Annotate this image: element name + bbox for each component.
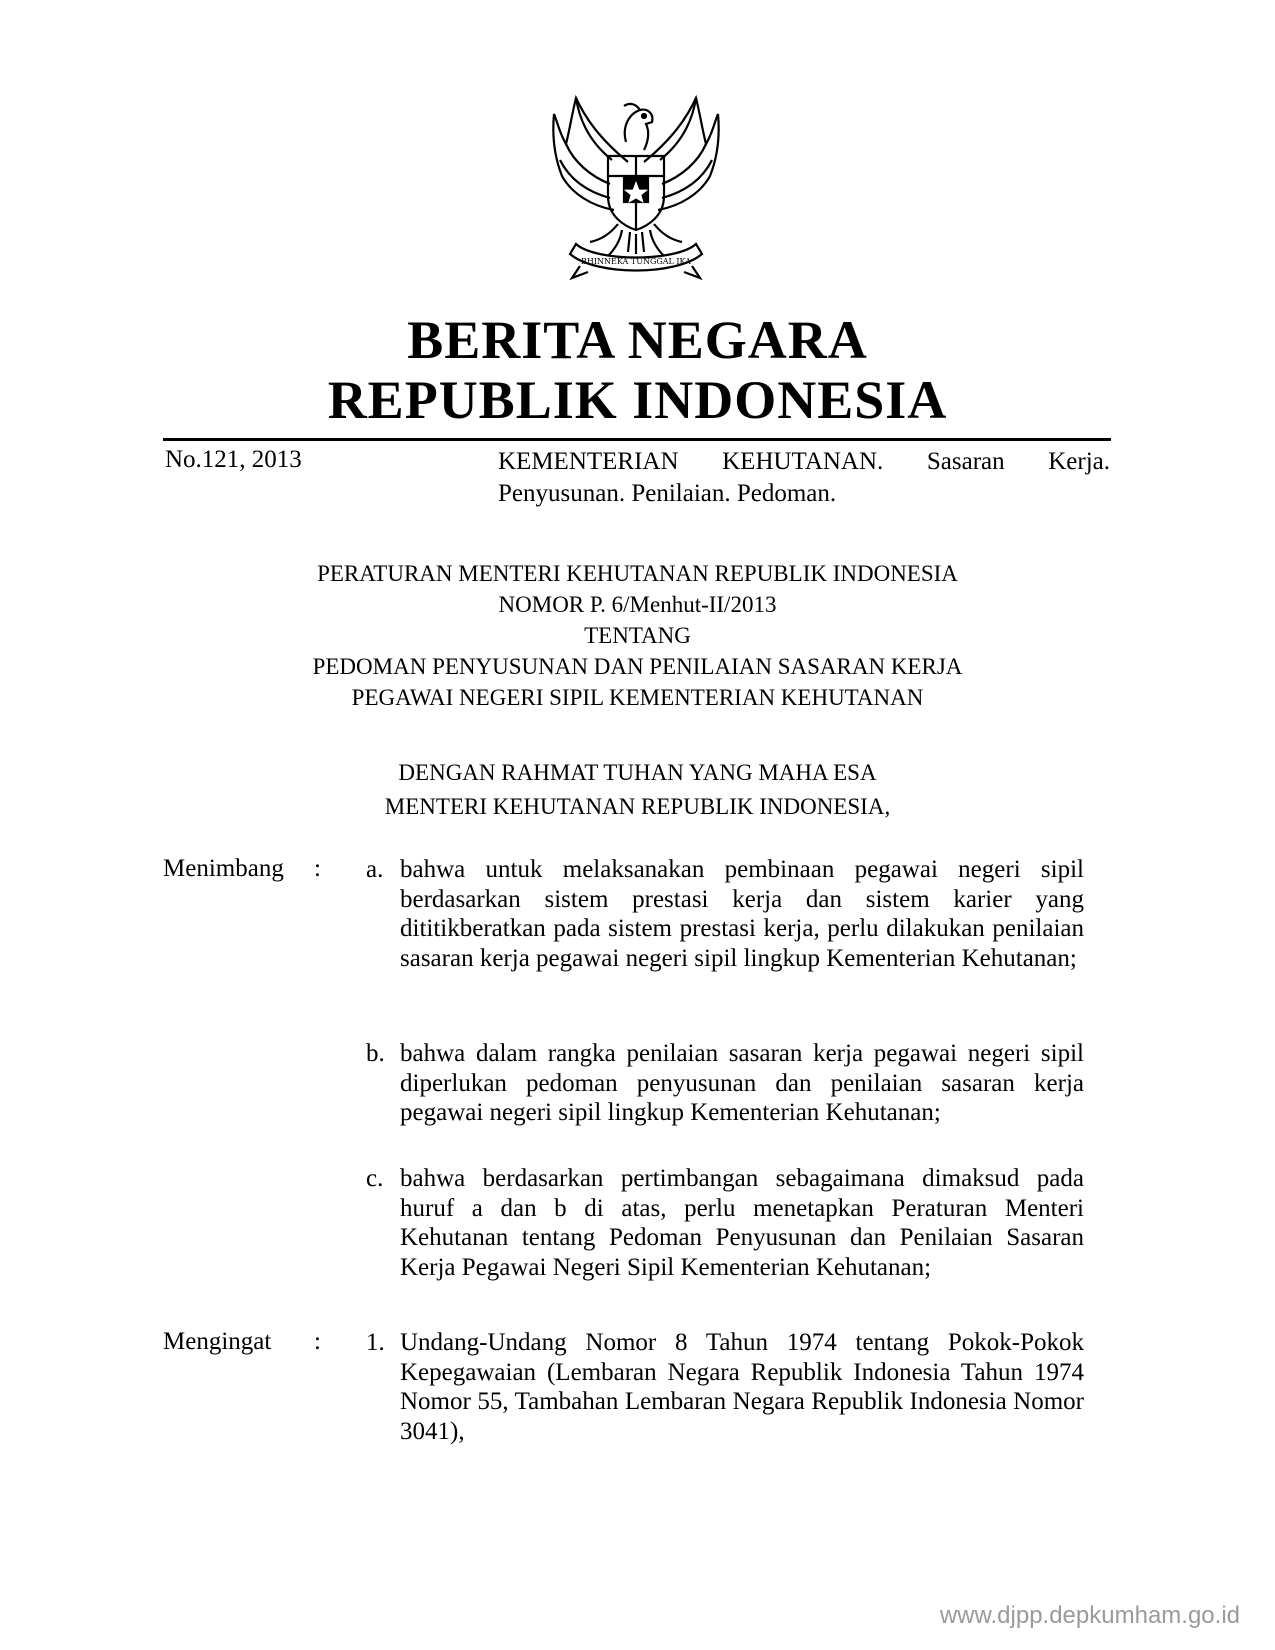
emblem-motto: BHINNEKA TUNGGAL IKA bbox=[581, 257, 691, 266]
preamble bbox=[0, 756, 1275, 824]
item-text: bahwa berdasarkan pertimbangan sebagaimana dimaksud pada huruf a dan b di atas, perlu menetapkan Peraturan Menteri Kehutanan tentang Pedoman Penyusunan dan Penilaian Sasaran Kerja Pegawai Negeri Sipil Kementerian Kehutanan; bbox=[400, 1165, 1084, 1281]
regulation-line2: NOMOR P. 6/Menhut-II/2013 bbox=[498, 592, 777, 617]
item-text: Undang-Undang Nomor 8 Tahun 1974 tentang Pokok-Pokok Kepegawaian (Lembaran Negara Republik Indonesia Tahun 1974 Nomor 55, Tambahan Lembaran Negara Republik Indonesia Nomor 3041), bbox=[400, 1329, 1084, 1445]
regulation-line3: TENTANG bbox=[584, 623, 691, 648]
item-marker: c. bbox=[366, 1165, 384, 1192]
menimbang-label: Menimbang bbox=[163, 855, 284, 882]
mengingat-item bbox=[344, 1328, 1084, 1446]
mengingat-colon: : bbox=[314, 1328, 321, 1355]
regulation-line4: PEDOMAN PENYUSUNAN DAN PENILAIAN SASARAN KERJA bbox=[312, 654, 963, 679]
page-title-line1: BERITA NEGARA bbox=[407, 310, 868, 370]
preamble-line1: DENGAN RAHMAT TUHAN YANG MAHA ESA bbox=[398, 760, 877, 785]
regulation-heading bbox=[0, 558, 1275, 713]
gazette-number: No.121, 2013 bbox=[165, 446, 302, 473]
title-divider bbox=[163, 438, 1111, 441]
page-title-line2: REPUBLIK INDONESIA bbox=[327, 370, 948, 430]
menimbang-item bbox=[344, 855, 1084, 973]
item-text: bahwa untuk melaksanakan pembinaan pegawai negeri sipil berdasarkan sistem prestasi kerja dan sistem karier yang dititikberatkan pada sistem prestasi kerja, perlu dilakukan penilaian sasaran kerja pegawai negeri sipil lingkup Kementerian Kehutanan; bbox=[400, 856, 1084, 972]
regulation-line1: PERATURAN MENTERI KEHUTANAN REPUBLIK INDONESIA bbox=[317, 561, 958, 586]
menimbang-colon: : bbox=[314, 855, 321, 882]
regulation-line5: PEGAWAI NEGERI SIPIL KEMENTERIAN KEHUTANAN bbox=[351, 685, 924, 710]
item-marker: a. bbox=[366, 856, 384, 883]
item-text: bahwa dalam rangka penilaian sasaran kerja pegawai negeri sipil diperlukan pedoman penyusunan dan penilaian sasaran kerja pegawai negeri sipil lingkup Kementerian Kehutanan; bbox=[400, 1040, 1084, 1126]
item-marker: 1. bbox=[366, 1329, 385, 1356]
gazette-subject-line1: KEMENTERIAN KEHUTANAN. Sasaran Kerja. bbox=[498, 448, 1110, 475]
preamble-line2: MENTERI KEHUTANAN REPUBLIK INDONESIA, bbox=[384, 794, 891, 819]
watermark-url: www.djpp.depkumham.go.id bbox=[939, 1602, 1240, 1629]
gazette-subject bbox=[498, 446, 1110, 510]
mengingat-label: Mengingat bbox=[163, 1328, 272, 1355]
menimbang-item bbox=[344, 1164, 1084, 1282]
gazette-subject-line2: Penyusunan. Penilaian. Pedoman. bbox=[498, 480, 837, 507]
menimbang-item bbox=[344, 1039, 1084, 1128]
garuda-emblem-icon bbox=[536, 84, 736, 284]
item-marker: b. bbox=[366, 1040, 385, 1067]
